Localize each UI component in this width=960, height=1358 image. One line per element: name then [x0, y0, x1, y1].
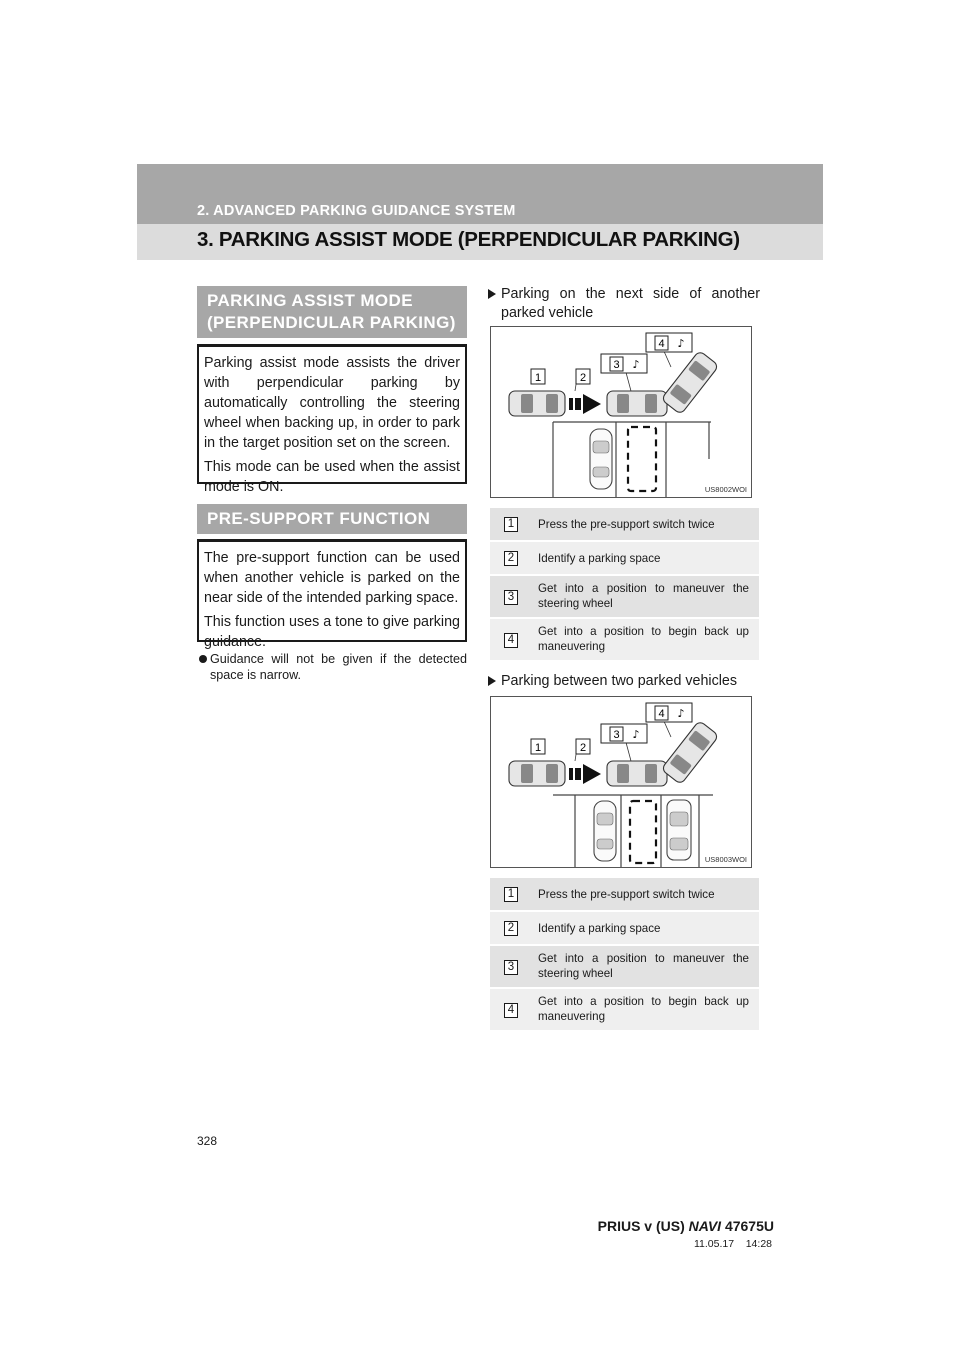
forward-arrow-icon: [569, 394, 601, 414]
step-marker-3: [601, 354, 647, 373]
svg-text:3: 3: [613, 729, 620, 741]
step-text: Press the pre-support switch twice: [538, 888, 715, 901]
step-number: 2: [504, 921, 518, 936]
step-marker-1: [531, 739, 545, 754]
parked-car-icon: [594, 801, 616, 861]
step-row: [490, 619, 759, 662]
turning-car-icon: [661, 350, 719, 414]
step-number: 2: [504, 551, 518, 566]
figure-next-side: [490, 326, 752, 498]
moving-car-icon: [607, 761, 667, 786]
svg-text:♪: ♪: [632, 728, 640, 741]
parking-assist-paragraph: This mode can be used when the assist mode is ON.: [204, 459, 460, 495]
step-text: Get into a position to begin back up maneuvering: [538, 625, 749, 653]
svg-text:4: 4: [658, 338, 665, 350]
model-code: [598, 1218, 774, 1234]
svg-text:♪: ♪: [632, 358, 640, 371]
case-heading-between: [488, 672, 760, 691]
bullet-icon: [199, 655, 207, 663]
pre-support-paragraph: The pre-support function can be used when another vehicle is parked on the near side of the intended parking space.: [204, 550, 460, 606]
step-marker-2: [576, 369, 590, 384]
svg-text:2: 2: [579, 742, 587, 754]
svg-text:3: 3: [613, 359, 620, 371]
step-text: Get into a position to maneuver the steering wheel: [538, 952, 749, 980]
pre-support-heading: [197, 504, 467, 534]
step-marker-4: [646, 333, 692, 352]
step-marker-3: [601, 724, 647, 743]
step-row: [490, 508, 759, 542]
step-row: [490, 989, 759, 1032]
parking-assist-paragraph: Parking assist mode assists the driver with perpendicular parking by automatically controlling the steering wheel when backing up, in order to park in the target position set on the screen.: [204, 355, 460, 451]
step-number: 3: [504, 590, 518, 605]
print-date: 11.05.17: [693, 1238, 735, 1250]
case-heading-next-side: [488, 285, 760, 323]
heading-line: PARKING ASSIST MODE: [207, 291, 413, 310]
step-row: [490, 878, 759, 912]
moving-car-icon: [509, 761, 565, 786]
pre-support-box: [197, 539, 467, 650]
step-marker-4: [646, 703, 692, 722]
narrow-space-note: [197, 651, 467, 683]
navi-label: NAVI: [688, 1218, 722, 1234]
step-marker-2: [576, 739, 590, 754]
note-text: Guidance will not be given if the detected space is narrow.: [210, 652, 467, 682]
step-text: Press the pre-support switch twice: [538, 518, 715, 531]
triangle-bullet-icon: [488, 676, 496, 686]
svg-text:♪: ♪: [677, 707, 685, 720]
forward-arrow-icon: [569, 764, 601, 784]
step-number: 4: [504, 633, 518, 648]
page-title: 3. PARKING ASSIST MODE (PERPENDICULAR PARKING): [197, 228, 740, 251]
parked-car-icon: [667, 800, 691, 860]
step-text: Identify a parking space: [538, 552, 661, 565]
step-number: 4: [504, 1003, 518, 1018]
model-name: PRIUS v (US): [597, 1218, 685, 1234]
heading-line: PRE-SUPPORT FUNCTION: [207, 509, 431, 528]
parking-diagram: [491, 697, 751, 867]
step-text: Get into a position to maneuver the steering wheel: [538, 582, 749, 610]
step-row: [490, 576, 759, 619]
page-number: 328: [197, 1134, 218, 1148]
step-row: [490, 912, 759, 946]
moving-car-icon: [509, 391, 565, 416]
step-number: 1: [504, 517, 518, 532]
figure-code: US8003WOI: [704, 855, 747, 864]
step-row: [490, 946, 759, 989]
parking-assist-box: [197, 344, 467, 495]
steps-list: [490, 878, 759, 1032]
svg-text:4: 4: [658, 708, 665, 720]
pre-support-paragraph: This function uses a tone to give parking guidance.: [204, 614, 460, 650]
steps-list: [490, 508, 759, 662]
parking-diagram: [491, 327, 751, 497]
svg-text:♪: ♪: [677, 337, 685, 350]
svg-text:1: 1: [534, 742, 542, 754]
case-heading-text: Parking on the next side of another parked vehicle: [501, 286, 760, 321]
turning-car-icon: [661, 720, 719, 784]
case-heading-text: Parking between two parked vehicles: [501, 673, 738, 689]
print-time: 14:28: [745, 1238, 772, 1250]
section-heading: 2. ADVANCED PARKING GUIDANCE SYSTEM: [197, 203, 516, 219]
figure-code: US8002WOI: [704, 485, 747, 494]
parking-assist-heading: [197, 286, 467, 338]
print-timestamp: [694, 1238, 772, 1250]
step-row: [490, 542, 759, 576]
parked-car-icon: [590, 429, 612, 489]
svg-text:1: 1: [534, 372, 542, 384]
model-number: 47675U: [724, 1218, 774, 1234]
heading-line: (PERPENDICULAR PARKING): [207, 313, 456, 332]
figure-between: [490, 696, 752, 868]
step-marker-1: [531, 369, 545, 384]
triangle-bullet-icon: [488, 289, 496, 299]
step-text: Identify a parking space: [538, 922, 661, 935]
step-number: 1: [504, 887, 518, 902]
moving-car-icon: [607, 391, 667, 416]
svg-text:2: 2: [579, 372, 587, 384]
step-text: Get into a position to begin back up maneuvering: [538, 995, 749, 1023]
step-number: 3: [504, 960, 518, 975]
